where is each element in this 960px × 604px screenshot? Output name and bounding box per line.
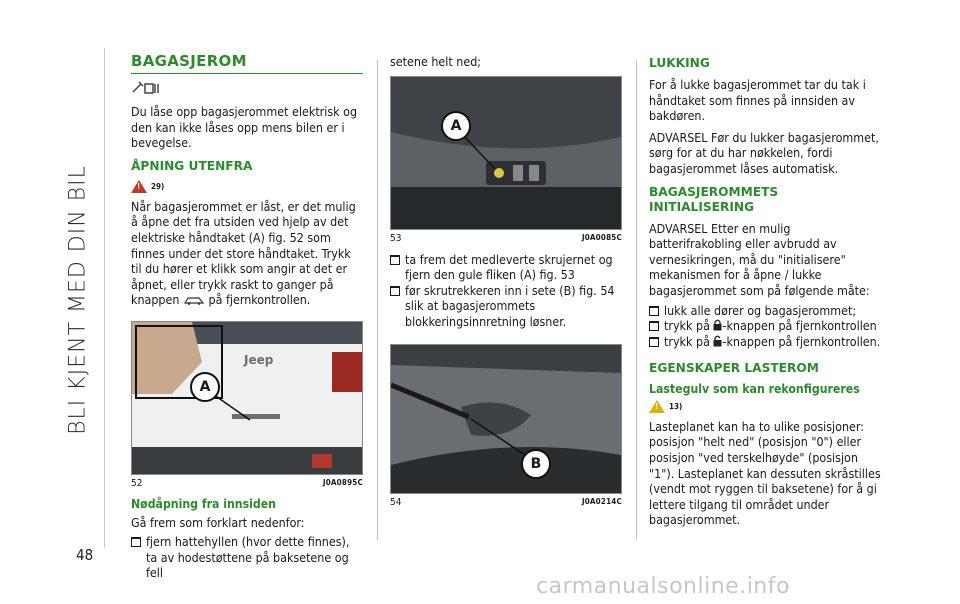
- column-divider: [636, 60, 637, 540]
- intro-text: Du låse opp bagasjerommet elektrisk og den kan ikke låses opp mens bilen er i bevegelse.: [131, 104, 358, 151]
- section-title: BAGASJEROM: [131, 52, 247, 70]
- list-item: [649, 318, 881, 334]
- figure-caption: [390, 497, 622, 508]
- figure-54: [390, 344, 622, 494]
- bullet-icon: [131, 537, 141, 547]
- warning-icon: [131, 180, 147, 193]
- open-text-2: knappen: [131, 292, 180, 308]
- figure-number: 52: [131, 477, 143, 489]
- callout-b: B: [521, 449, 551, 479]
- screwdriver-illustration: [391, 345, 621, 493]
- list-item-text: lukk alle dører og bagasjerommet;: [664, 302, 857, 318]
- subsection-title: Nødåpning fra innsiden: [131, 496, 276, 511]
- warning-ref: [131, 180, 363, 193]
- bullet-icon: [390, 286, 400, 296]
- column-1: [131, 52, 363, 581]
- body-text: Gå frem som forklart nedenfor:: [131, 514, 305, 530]
- bullet-icon: [649, 306, 659, 316]
- callout-a: A: [190, 372, 220, 402]
- figure-53: [390, 76, 622, 230]
- title-rule: [131, 73, 363, 74]
- subsection-title: ÅPNING UTENFRA: [131, 158, 253, 173]
- side-chapter-title: BLI KJENT MED DIN BIL: [65, 165, 91, 435]
- bullet-icon: [390, 255, 400, 265]
- warning-ref-number: 13): [669, 401, 683, 411]
- figure-number: 53: [390, 232, 402, 244]
- figure-52: [131, 321, 363, 475]
- bullet-icon: [649, 321, 659, 331]
- subsection-title: Lastegulv som kan rekonfigureres: [649, 381, 860, 396]
- list-item-text: -knappen på fjernkontrollen: [722, 318, 877, 334]
- figure-code: J0A0085C: [581, 232, 622, 242]
- body-text: setene helt ned;: [390, 54, 482, 69]
- warning-ref-number: 29): [151, 181, 165, 191]
- column-2: [390, 54, 622, 516]
- body-text: For å lukke bagasjerommet tar du tak i håndtaket som finnes på innsiden av bakdøren.: [649, 77, 866, 124]
- list-item-text: fjern hattehyllen (hvor dette finnes), ta av hodestøttene på baksetene og fell: [146, 534, 350, 581]
- warning-ref: [649, 400, 881, 413]
- figure-code: J0A0895C: [322, 477, 363, 487]
- list-item-text: trykk på: [664, 318, 710, 334]
- list-item-text: før skrutrekkeren inn i sete (B) fig. 54 slik at bagasjerommets blokkeringsinnretning løsner.: [405, 282, 615, 329]
- tailgate-illustration: [132, 322, 362, 474]
- warning-text: ADVARSEL Før du lukker bagasjerommet, sørg for at du har nøkkelen, fordi bagasjerommet låses automatisk.: [649, 129, 879, 176]
- figure-caption: [131, 478, 363, 489]
- key-lock-icon: [131, 80, 363, 100]
- list-item-text: ta frem det medleverte skrujernet og fjern den gule fliken (A) fig. 53: [405, 251, 613, 283]
- list-item: [390, 252, 622, 283]
- latch-illustration: [391, 77, 621, 229]
- list-item: [649, 334, 881, 350]
- body-text: Lasteplanet kan ha to ulike posisjoner: posisjon "helt ned" (posisjon "0") eller posisjon "ved terskelhøyde" (posisjon "1"). Lasteplanet kan dessuten skråstilles (vendt mot ryggen til baksetene) for å gi lettere tilgang til området under bagasjerommet.: [649, 418, 881, 528]
- callout-a: A: [441, 111, 471, 141]
- warning-text: ADVARSEL Etter en mulig batterifrakobling eller avbrudd av vernesikringen, må du "initialisere" mekanismen for å åpne / lukke bagasjerommet som på følgende måte:: [649, 220, 870, 298]
- caution-icon: [649, 400, 665, 413]
- svg-text:Jeep: Jeep: [244, 352, 274, 367]
- open-text: Når bagasjerommet er låst, er det mulig å åpne det fra utsiden ved hjelp av det elektriske håndtaket (A) fig. 52 som finnes under det store håndtaket. Trykk til du hører et klikk som angir at det er åpnet, eller trykk raskt to ganger på: [131, 198, 356, 292]
- list-item: [649, 303, 881, 319]
- list-item: [131, 534, 363, 581]
- figure-code: J0A0214C: [581, 496, 622, 506]
- subsection-title: LUKKING: [649, 56, 710, 70]
- watermark: carmanualsonline.info: [536, 574, 790, 599]
- car-unlock-icon: [183, 293, 205, 309]
- subsection-title: BAGASJEROMMETS INITIALISERING: [649, 184, 779, 214]
- list-item-text: -knappen på fjernkontrollen.: [722, 334, 881, 350]
- page-number: 48: [76, 546, 94, 564]
- open-text-3: på fjernkontrollen.: [208, 292, 311, 308]
- subsection-title: EGENSKAPER LASTEROM: [649, 360, 819, 375]
- figure-caption: [390, 233, 622, 244]
- body-text: [131, 199, 363, 309]
- column-divider: [377, 60, 378, 540]
- bullet-icon: [649, 337, 659, 347]
- figure-number: 54: [390, 496, 402, 508]
- side-rule: [104, 48, 105, 548]
- column-3: [649, 52, 881, 532]
- list-item-text: trykk på: [664, 334, 710, 350]
- list-item: [390, 283, 622, 330]
